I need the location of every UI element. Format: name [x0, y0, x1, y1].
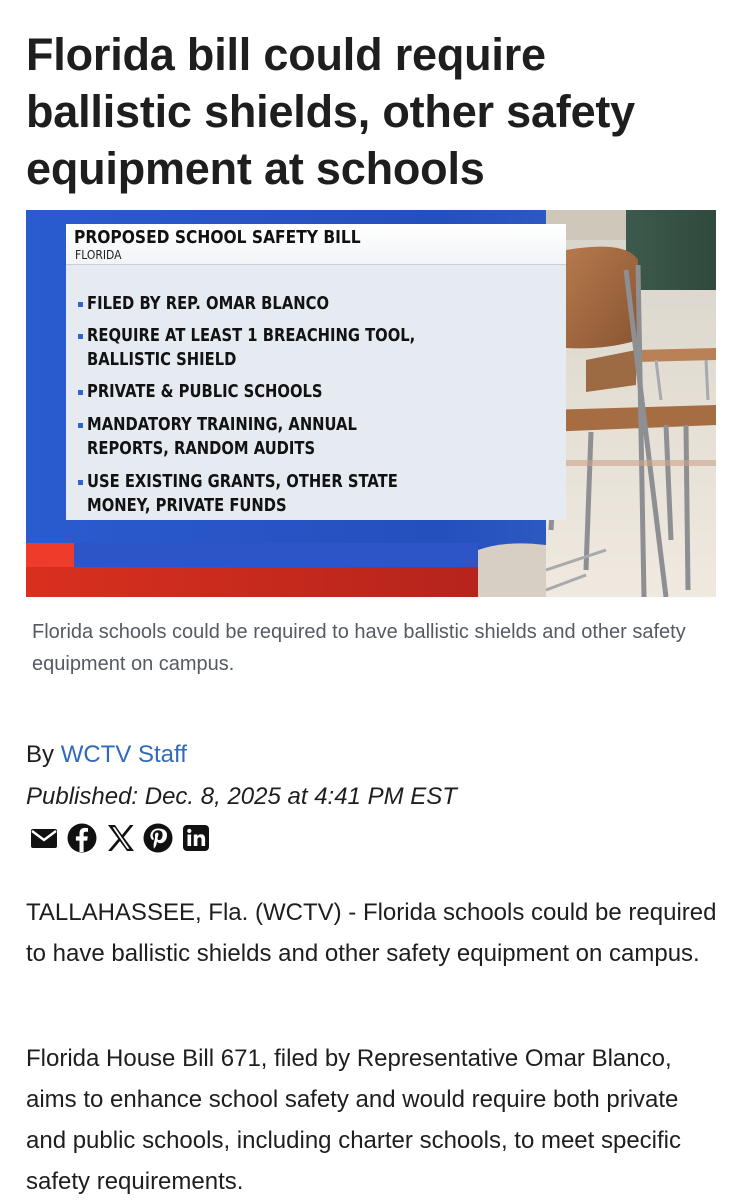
- card-bullet: REQUIRE AT LEAST 1 BREACHING TOOL, BALLISTIC SHIELD: [78, 324, 518, 372]
- card-bullet: PRIVATE & PUBLIC SCHOOLS: [78, 380, 556, 404]
- published-date: Published: Dec. 8, 2025 at 4:41 PM EST: [26, 783, 457, 810]
- author-link[interactable]: WCTV Staff: [60, 741, 187, 768]
- card-subtitle: FLORIDA: [75, 248, 122, 262]
- x-icon[interactable]: [104, 822, 136, 854]
- bullet-square-icon: [78, 390, 83, 395]
- byline: [26, 740, 187, 770]
- article-headline: Florida bill could require ballistic shields, other safety equipment at schools: [26, 29, 636, 194]
- byline-prefix: By: [26, 741, 55, 768]
- bill-summary-card: [66, 224, 566, 520]
- bullet-square-icon: [78, 480, 83, 485]
- email-icon[interactable]: [28, 822, 60, 854]
- card-title: PROPOSED SCHOOL SAFETY BILL: [74, 227, 361, 248]
- bullet-square-icon: [78, 302, 83, 307]
- article-paragraph: Florida House Bill 671, filed by Representative Omar Blanco, aims to enhance school safety and would require both private and public schools, including charter schools, to meet specific safety requirements.: [26, 1045, 682, 1195]
- article-paragraph: TALLAHASSEE, Fla. (WCTV) - Florida schools could be required to have ballistic shields and other safety equipment on campus.: [26, 899, 717, 967]
- card-bullet: MANDATORY TRAINING, ANNUAL REPORTS, RANDOM AUDITS: [78, 413, 518, 461]
- hero-image[interactable]: [26, 210, 716, 597]
- card-bullet: USE EXISTING GRANTS, OTHER STATE MONEY, PRIVATE FUNDS: [78, 470, 518, 518]
- bullet-square-icon: [78, 334, 83, 339]
- card-bullet: FILED BY REP. OMAR BLANCO: [78, 292, 556, 316]
- linkedin-icon[interactable]: [180, 822, 212, 854]
- card-header: [66, 224, 566, 265]
- bullet-square-icon: [78, 423, 83, 428]
- share-bar: [28, 822, 212, 860]
- facebook-icon[interactable]: [66, 822, 98, 854]
- pinterest-icon[interactable]: [142, 822, 174, 854]
- image-caption: Florida schools could be required to have ballistic shields and other safety equipment on campus.: [32, 621, 686, 675]
